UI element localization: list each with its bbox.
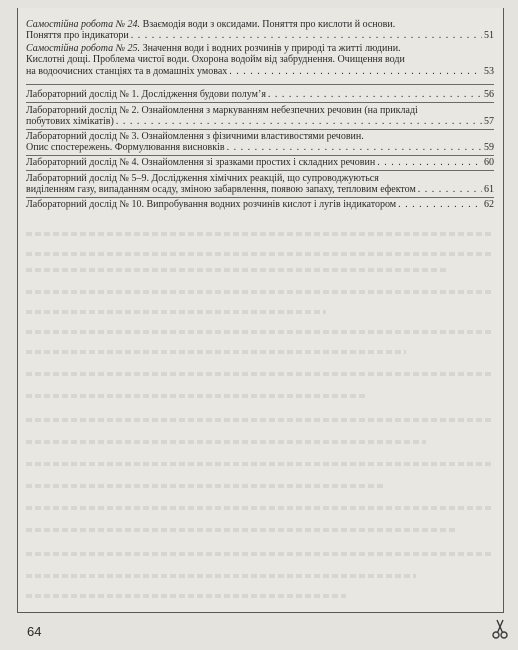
toc-entry-lab-5-9 bbox=[26, 173, 494, 196]
leader-dots bbox=[227, 142, 482, 153]
entry-title: Лабораторний дослід № 3. Ознайомлення з фізичними властивостями речовин. bbox=[26, 131, 364, 142]
toc-entry-lab-10 bbox=[26, 199, 494, 210]
entry-title-continued: Поняття про індикатори bbox=[26, 30, 129, 42]
scissors-icon bbox=[490, 618, 510, 640]
toc-entry-lab-2 bbox=[26, 105, 494, 128]
entry-title: Лабораторний дослід № 4. Ознайомлення зі зразками простих і складних речовин bbox=[26, 157, 376, 168]
leader-dots bbox=[131, 30, 482, 41]
entry-title: Лабораторний дослід № 10. Випробування водних розчинів кислот і лугів індикатором bbox=[26, 199, 397, 210]
leader-dots bbox=[398, 199, 482, 210]
toc-entry-independent-work-24 bbox=[26, 19, 494, 42]
entry-title-continued: на водоочисних станціях та в домашніх умовах bbox=[26, 65, 228, 77]
leader-dots bbox=[229, 66, 482, 77]
entry-divider bbox=[26, 170, 494, 171]
leader-dots bbox=[268, 89, 482, 100]
page-ref: 61 bbox=[484, 184, 494, 196]
entry-label: Самостійна робота № 24. bbox=[26, 19, 141, 30]
entry-title-continued: Опис спостережень. Формулювання висновків bbox=[26, 142, 225, 154]
entry-divider bbox=[26, 197, 494, 198]
entry-label: Самостійна робота № 25. bbox=[26, 43, 141, 54]
entry-divider bbox=[26, 102, 494, 103]
leader-dots bbox=[418, 184, 482, 195]
entry-title: Лабораторний дослід № 2. Ознайомлення з маркуванням небезпечних речовин (на прикладі bbox=[26, 105, 418, 116]
entry-title: Значення води і водних розчинів у природі та житті людини. bbox=[140, 43, 401, 54]
leader-dots bbox=[116, 116, 482, 127]
page-ref: 57 bbox=[484, 116, 494, 128]
entry-title: Лабораторний дослід № 1. Дослідження будови полум’я bbox=[26, 89, 266, 100]
toc-entry-lab-3 bbox=[26, 131, 494, 154]
toc-entry-independent-work-25 bbox=[26, 43, 494, 77]
page-ref: 60 bbox=[484, 157, 494, 168]
entry-title: Взаємодія води з оксидами. Поняття про кислоти й основи. bbox=[140, 19, 396, 30]
page-ref: 53 bbox=[484, 65, 494, 77]
page-ref: 51 bbox=[484, 30, 494, 42]
entry-divider bbox=[26, 155, 494, 156]
entry-title-continued: Кислотні дощі. Проблема чистої води. Охорона водойм від забруднення. Очищення води bbox=[26, 54, 405, 66]
toc-entry-lab-4 bbox=[26, 157, 494, 168]
toc-entry-lab-1 bbox=[26, 89, 494, 100]
leader-dots bbox=[377, 157, 482, 168]
page-ref: 62 bbox=[484, 199, 494, 210]
page-ref: 59 bbox=[484, 142, 494, 154]
page-ref: 56 bbox=[484, 89, 494, 100]
entry-divider bbox=[26, 129, 494, 130]
entry-title: Лабораторний дослід № 5–9. Дослідження хімічних реакцій, що супроводжуються bbox=[26, 173, 379, 184]
entry-title-continued: побутових хімікатів) bbox=[26, 116, 114, 128]
section-divider bbox=[26, 84, 494, 85]
entry-title-continued: виділенням газу, випаданням осаду, зміною забарвлення, появою запаху, тепловим ефектом bbox=[26, 184, 416, 196]
page-number: 64 bbox=[27, 624, 42, 639]
